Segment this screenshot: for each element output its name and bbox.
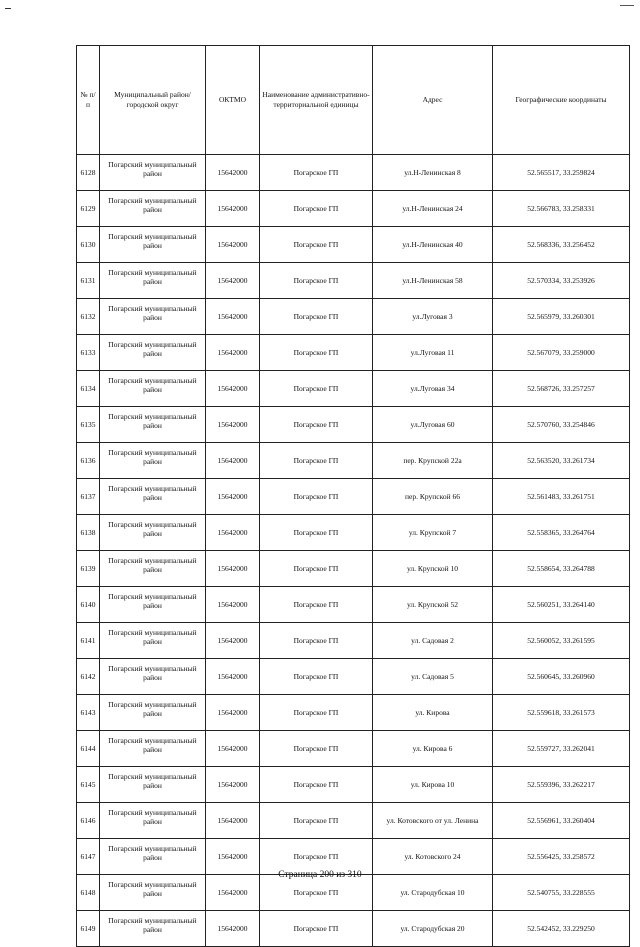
cell-municipality: Погарский муниципальный район	[100, 371, 206, 407]
cell-unit: Погарское ГП	[260, 371, 373, 407]
cell-address: ул. Крупской 52	[373, 587, 493, 623]
cell-coords: 52.556961, 33.260404	[493, 803, 630, 839]
cell-oktmo: 15642000	[206, 551, 260, 587]
cell-num: 6134	[77, 371, 100, 407]
table-row	[77, 299, 630, 335]
header-address: Адрес	[373, 46, 493, 155]
cell-num: 6130	[77, 227, 100, 263]
cell-num: 6135	[77, 407, 100, 443]
table-row	[77, 155, 630, 191]
cell-num: 6128	[77, 155, 100, 191]
cell-oktmo: 15642000	[206, 443, 260, 479]
cell-coords: 52.568336, 33.256452	[493, 227, 630, 263]
cell-municipality: Погарский муниципальный район	[100, 299, 206, 335]
cell-coords: 52.556425, 33.258572	[493, 839, 630, 875]
cell-unit: Погарское ГП	[260, 299, 373, 335]
table-row	[77, 371, 630, 407]
cell-num: 6144	[77, 731, 100, 767]
cell-unit: Погарское ГП	[260, 587, 373, 623]
cell-oktmo: 15642000	[206, 695, 260, 731]
cell-num: 6140	[77, 587, 100, 623]
table-row	[77, 731, 630, 767]
cell-num: 6136	[77, 443, 100, 479]
cell-unit: Погарское ГП	[260, 191, 373, 227]
cell-municipality: Погарский муниципальный район	[100, 659, 206, 695]
cell-municipality: Погарский муниципальный район	[100, 155, 206, 191]
cell-coords: 52.568726, 33.257257	[493, 371, 630, 407]
cell-num: 6142	[77, 659, 100, 695]
cell-coords: 52.560052, 33.261595	[493, 623, 630, 659]
cell-num: 6137	[77, 479, 100, 515]
cell-municipality: Погарский муниципальный район	[100, 515, 206, 551]
cell-coords: 52.565979, 33.260301	[493, 299, 630, 335]
cell-unit: Погарское ГП	[260, 839, 373, 875]
cell-oktmo: 15642000	[206, 515, 260, 551]
cell-coords: 52.566783, 33.258331	[493, 191, 630, 227]
table-row	[77, 227, 630, 263]
cell-coords: 52.560251, 33.264140	[493, 587, 630, 623]
cell-coords: 52.560645, 33.260960	[493, 659, 630, 695]
header-municipality: Муниципальный район/городской округ	[100, 46, 206, 155]
cell-municipality: Погарский муниципальный район	[100, 407, 206, 443]
table-header	[77, 46, 630, 155]
cell-coords: 52.559618, 33.261573	[493, 695, 630, 731]
cell-oktmo: 15642000	[206, 911, 260, 947]
cell-num: 6132	[77, 299, 100, 335]
cell-oktmo: 15642000	[206, 479, 260, 515]
cell-num: 6138	[77, 515, 100, 551]
header-row	[77, 46, 630, 155]
cell-oktmo: 15642000	[206, 155, 260, 191]
cell-unit: Погарское ГП	[260, 659, 373, 695]
cell-coords: 52.565517, 33.259824	[493, 155, 630, 191]
table-row	[77, 263, 630, 299]
cell-unit: Погарское ГП	[260, 479, 373, 515]
cell-unit: Погарское ГП	[260, 263, 373, 299]
cell-municipality: Погарский муниципальный район	[100, 551, 206, 587]
cell-unit: Погарское ГП	[260, 443, 373, 479]
table-row	[77, 911, 630, 947]
cell-municipality: Погарский муниципальный район	[100, 803, 206, 839]
table-row	[77, 479, 630, 515]
header-oktmo: ОКТМО	[206, 46, 260, 155]
table-row	[77, 695, 630, 731]
cell-num: 6147	[77, 839, 100, 875]
scan-artifact	[5, 8, 11, 9]
cell-unit: Погарское ГП	[260, 875, 373, 911]
cell-address: ул.Луговая 11	[373, 335, 493, 371]
table-row	[77, 767, 630, 803]
cell-address: ул.Н-Ленинская 40	[373, 227, 493, 263]
cell-address: ул. Кирова 6	[373, 731, 493, 767]
cell-num: 6129	[77, 191, 100, 227]
scan-artifact	[620, 5, 634, 6]
cell-coords: 52.559396, 33.262217	[493, 767, 630, 803]
data-table	[76, 45, 630, 947]
cell-address: ул. Крупской 10	[373, 551, 493, 587]
cell-num: 6139	[77, 551, 100, 587]
table-body	[77, 155, 630, 947]
cell-oktmo: 15642000	[206, 299, 260, 335]
cell-num: 6145	[77, 767, 100, 803]
header-coords: Географические координаты	[493, 46, 630, 155]
cell-municipality: Погарский муниципальный район	[100, 839, 206, 875]
table-row	[77, 191, 630, 227]
cell-coords: 52.559727, 33.262041	[493, 731, 630, 767]
cell-address: ул. Кирова 10	[373, 767, 493, 803]
cell-unit: Погарское ГП	[260, 731, 373, 767]
cell-municipality: Погарский муниципальный район	[100, 587, 206, 623]
cell-municipality: Погарский муниципальный район	[100, 191, 206, 227]
cell-address: ул. Котовского от ул. Ленина	[373, 803, 493, 839]
cell-unit: Погарское ГП	[260, 911, 373, 947]
cell-oktmo: 15642000	[206, 623, 260, 659]
cell-num: 6133	[77, 335, 100, 371]
cell-municipality: Погарский муниципальный район	[100, 263, 206, 299]
cell-oktmo: 15642000	[206, 587, 260, 623]
cell-num: 6146	[77, 803, 100, 839]
cell-oktmo: 15642000	[206, 371, 260, 407]
cell-municipality: Погарский муниципальный район	[100, 875, 206, 911]
cell-municipality: Погарский муниципальный район	[100, 731, 206, 767]
cell-address: ул.Н-Ленинская 58	[373, 263, 493, 299]
cell-municipality: Погарский муниципальный район	[100, 479, 206, 515]
table-row	[77, 515, 630, 551]
table-row	[77, 659, 630, 695]
cell-coords: 52.558654, 33.264788	[493, 551, 630, 587]
cell-coords: 52.570334, 33.253926	[493, 263, 630, 299]
cell-address: ул. Крупской 7	[373, 515, 493, 551]
cell-municipality: Погарский муниципальный район	[100, 335, 206, 371]
cell-num: 6143	[77, 695, 100, 731]
cell-address: ул. Садовая 5	[373, 659, 493, 695]
cell-oktmo: 15642000	[206, 407, 260, 443]
cell-address: пер. Крупской 66	[373, 479, 493, 515]
cell-unit: Погарское ГП	[260, 515, 373, 551]
cell-num: 6148	[77, 875, 100, 911]
cell-unit: Погарское ГП	[260, 695, 373, 731]
cell-municipality: Погарский муниципальный район	[100, 911, 206, 947]
cell-municipality: Погарский муниципальный район	[100, 227, 206, 263]
cell-unit: Погарское ГП	[260, 803, 373, 839]
cell-address: ул. Садовая 2	[373, 623, 493, 659]
cell-num: 6131	[77, 263, 100, 299]
cell-address: ул. Котовского 24	[373, 839, 493, 875]
cell-address: пер. Крупской 22а	[373, 443, 493, 479]
table-row	[77, 623, 630, 659]
cell-unit: Погарское ГП	[260, 335, 373, 371]
cell-oktmo: 15642000	[206, 335, 260, 371]
cell-address: ул. Стародубская 20	[373, 911, 493, 947]
cell-unit: Погарское ГП	[260, 227, 373, 263]
cell-num: 6141	[77, 623, 100, 659]
cell-municipality: Погарский муниципальный район	[100, 767, 206, 803]
cell-address: ул.Н-Ленинская 8	[373, 155, 493, 191]
cell-oktmo: 15642000	[206, 731, 260, 767]
cell-coords: 52.558365, 33.264764	[493, 515, 630, 551]
table-row	[77, 551, 630, 587]
cell-unit: Погарское ГП	[260, 623, 373, 659]
cell-unit: Погарское ГП	[260, 551, 373, 587]
cell-coords: 52.563520, 33.261734	[493, 443, 630, 479]
cell-municipality: Погарский муниципальный район	[100, 443, 206, 479]
cell-municipality: Погарский муниципальный район	[100, 623, 206, 659]
header-unit-name: Наименование административно-территориальной единицы	[260, 46, 373, 155]
cell-unit: Погарское ГП	[260, 407, 373, 443]
cell-oktmo: 15642000	[206, 839, 260, 875]
table-row	[77, 803, 630, 839]
cell-oktmo: 15642000	[206, 263, 260, 299]
cell-oktmo: 15642000	[206, 767, 260, 803]
cell-address: ул. Стародубская 10	[373, 875, 493, 911]
cell-address: ул. Кирова	[373, 695, 493, 731]
cell-address: ул.Луговая 60	[373, 407, 493, 443]
cell-coords: 52.540755, 33.228555	[493, 875, 630, 911]
cell-address: ул.Луговая 34	[373, 371, 493, 407]
table-row	[77, 335, 630, 371]
cell-unit: Погарское ГП	[260, 767, 373, 803]
cell-coords: 52.570760, 33.254846	[493, 407, 630, 443]
cell-address: ул.Луговая 3	[373, 299, 493, 335]
table-row	[77, 587, 630, 623]
table-row	[77, 443, 630, 479]
cell-address: ул.Н-Ленинская 24	[373, 191, 493, 227]
cell-oktmo: 15642000	[206, 803, 260, 839]
cell-oktmo: 15642000	[206, 191, 260, 227]
page-number: Страница 200 из 310	[278, 870, 362, 880]
cell-oktmo: 15642000	[206, 659, 260, 695]
header-num: № п/п	[77, 46, 100, 155]
cell-coords: 52.542452, 33.229250	[493, 911, 630, 947]
cell-municipality: Погарский муниципальный район	[100, 695, 206, 731]
table-row	[77, 407, 630, 443]
cell-coords: 52.561483, 33.261751	[493, 479, 630, 515]
cell-coords: 52.567079, 33.259000	[493, 335, 630, 371]
cell-unit: Погарское ГП	[260, 155, 373, 191]
cell-oktmo: 15642000	[206, 875, 260, 911]
cell-num: 6149	[77, 911, 100, 947]
cell-oktmo: 15642000	[206, 227, 260, 263]
